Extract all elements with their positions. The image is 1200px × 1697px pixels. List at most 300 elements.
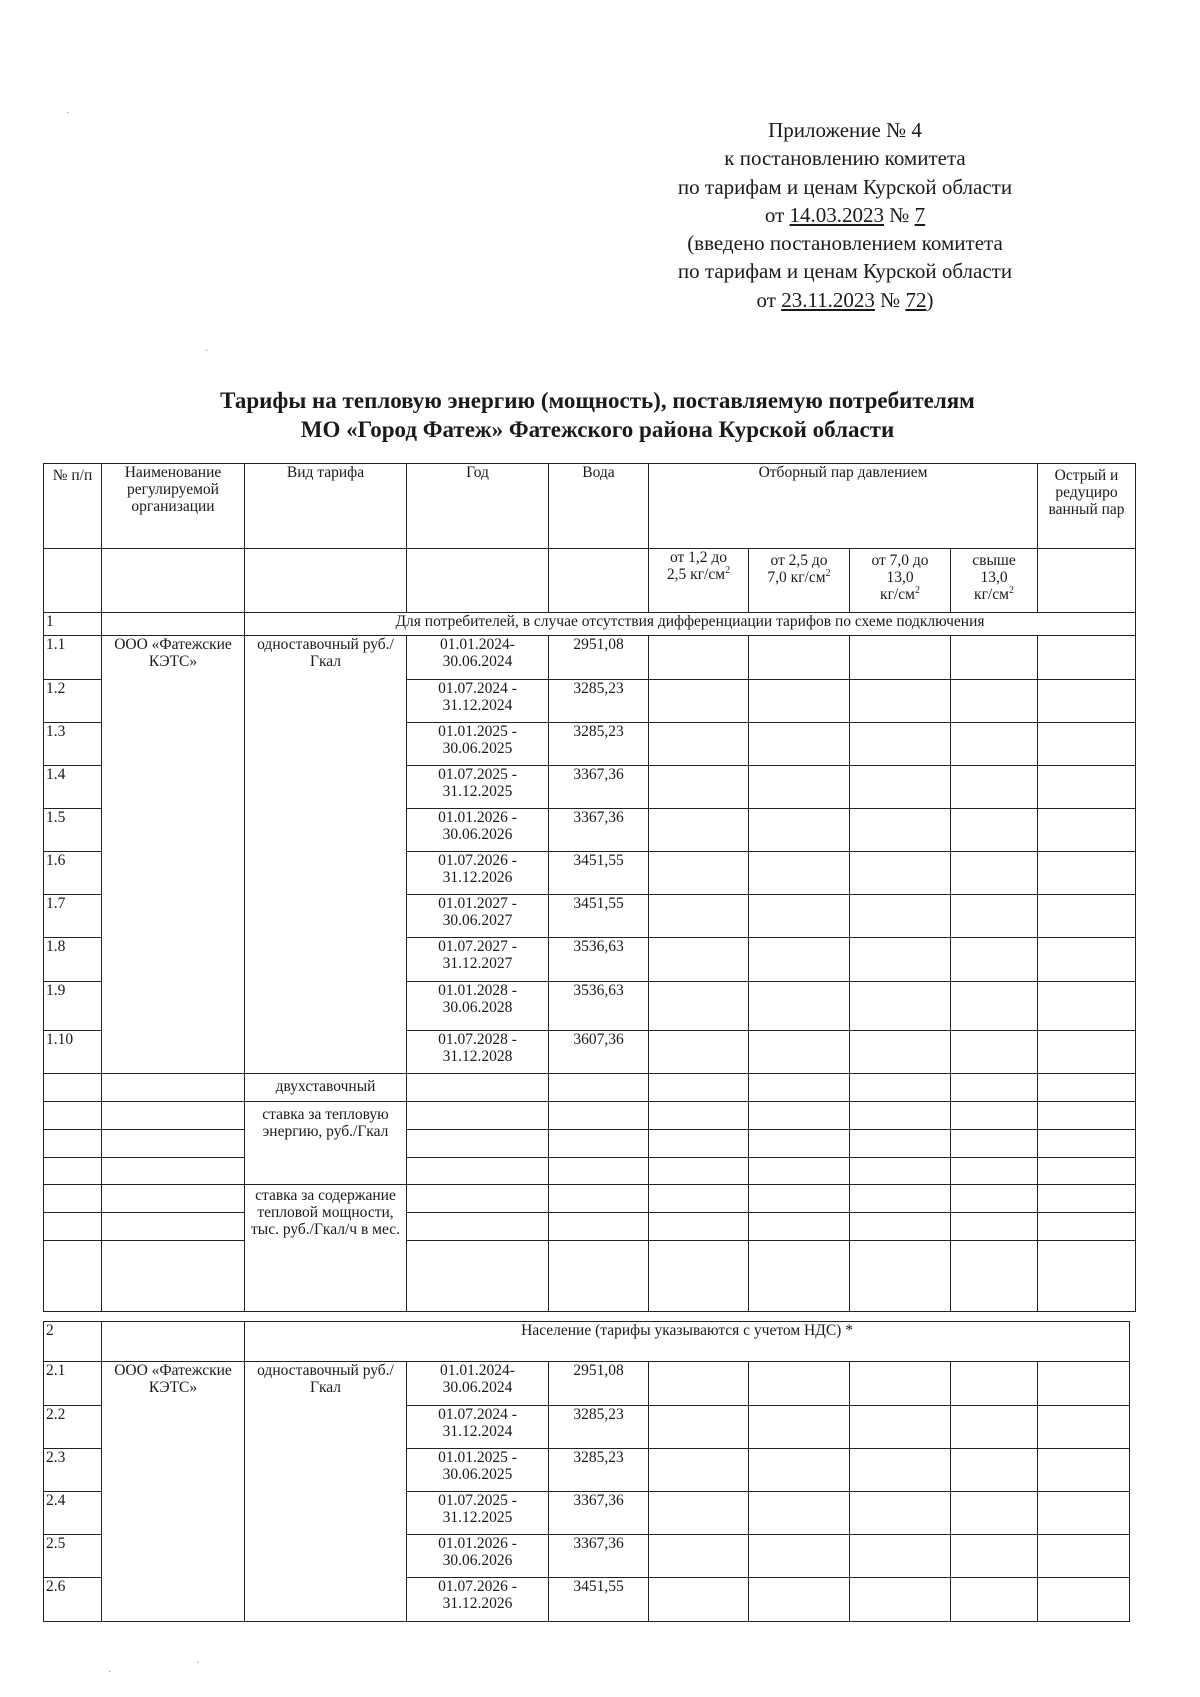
appendix-resolution-date: 14.03.2023: [789, 202, 885, 227]
empty-cell: [649, 938, 749, 982]
empty-cell: [407, 1074, 549, 1102]
water-tariff: 3285,23: [549, 723, 649, 766]
empty-cell: [749, 1213, 850, 1241]
empty-cell: [1038, 1362, 1130, 1406]
row-num: 1.3: [44, 723, 102, 766]
empty-cell: [951, 1241, 1038, 1312]
empty-cell: [649, 1362, 749, 1406]
empty-cell: [1038, 938, 1136, 982]
appendix-line-7: [610, 286, 1080, 314]
tariff-type: одноставочный руб./Гкал: [245, 1362, 407, 1622]
empty-cell: [951, 766, 1038, 809]
subheader-empty: [1038, 549, 1136, 613]
empty-cell: [649, 723, 749, 766]
pressure-above-13-0: [951, 549, 1038, 613]
empty-cell: [1038, 1213, 1136, 1241]
empty-cell: [749, 723, 850, 766]
row-num: 1.5: [44, 809, 102, 852]
appendix-date-prefix: от: [764, 202, 790, 227]
tariff-row: [44, 636, 1136, 680]
superscript-2: 2: [825, 567, 831, 579]
empty-cell: [1038, 895, 1136, 938]
section-2-num: 2: [44, 1322, 102, 1362]
empty-cell: [1038, 1158, 1136, 1185]
empty-cell: [1038, 1535, 1130, 1578]
empty-cell: [549, 1130, 649, 1158]
row-num: 2.4: [44, 1492, 102, 1535]
pressure-7-0-to-13-0: [850, 549, 951, 613]
section-1-label: Для потребителей, в случае отсутствия дифференциации тарифов по схеме подключения: [245, 613, 1136, 636]
empty-cell: [951, 1130, 1038, 1158]
subheader-empty: [549, 549, 649, 613]
row-num: 1.7: [44, 895, 102, 938]
empty-cell: [44, 1130, 102, 1158]
empty-cell: [1038, 1031, 1136, 1074]
period-start: 01.07.2027 -: [438, 938, 517, 955]
period-end: 31.12.2027: [442, 955, 513, 972]
pressure-1-2-to-2-5: [649, 549, 749, 613]
empty-cell: [1038, 852, 1136, 895]
empty-cell: [850, 766, 951, 809]
subheader-empty: [245, 549, 407, 613]
period-end: 31.12.2024: [442, 1423, 513, 1440]
empty-cell: [749, 636, 850, 680]
period: [407, 809, 549, 852]
period: [407, 636, 549, 680]
appendix-resolution-number: 7: [914, 202, 926, 227]
empty-cell: [850, 1406, 951, 1449]
empty-cell: [951, 1213, 1038, 1241]
empty-cell: [1038, 680, 1136, 723]
row-num: 1.8: [44, 938, 102, 982]
period: [407, 1449, 549, 1492]
empty-cell: [1038, 766, 1136, 809]
superscript-2: 2: [1008, 584, 1014, 596]
empty-cell: [1038, 982, 1136, 1031]
empty-cell: [749, 1535, 850, 1578]
empty-cell: [1038, 1449, 1130, 1492]
scan-speck: ·: [108, 1667, 112, 1678]
section-2-empty: [102, 1322, 245, 1362]
row-num: 2.5: [44, 1535, 102, 1578]
empty-cell: [850, 982, 951, 1031]
empty-cell: [407, 1241, 549, 1312]
header-org: Наименование регулируемой организации: [102, 464, 245, 549]
superscript-2: 2: [914, 584, 920, 596]
period-start: 01.01.2025 -: [438, 723, 517, 740]
empty-cell: [749, 1578, 850, 1622]
empty-cell: [1038, 723, 1136, 766]
rate-energy-label: ставка за тепловую энергию, руб./Гкал: [245, 1102, 407, 1185]
empty-cell: [649, 1578, 749, 1622]
empty-cell: [749, 895, 850, 938]
appendix-line-2: к постановлению комитета: [724, 146, 966, 171]
empty-cell: [951, 1185, 1038, 1213]
row-num: 1.2: [44, 680, 102, 723]
empty-cell: [649, 1031, 749, 1074]
empty-cell: [649, 1449, 749, 1492]
water-tariff: 2951,08: [549, 1362, 649, 1406]
period-end: 30.06.2028: [442, 999, 513, 1016]
period-end: 30.06.2024: [442, 653, 513, 670]
empty-cell: [850, 1362, 951, 1406]
empty-cell: [549, 1158, 649, 1185]
empty-cell: [1038, 1185, 1136, 1213]
water-tariff: 3536,63: [549, 938, 649, 982]
empty-cell: [1038, 1406, 1130, 1449]
empty-cell: [44, 1241, 102, 1312]
empty-cell: [407, 1213, 549, 1241]
scan-speck: ·: [205, 346, 209, 357]
period-start: 01.01.2026 -: [438, 1535, 517, 1552]
two-part-row: [44, 1158, 1136, 1185]
period-start: 01.07.2026 -: [438, 1578, 517, 1595]
empty-cell: [749, 1158, 850, 1185]
empty-cell: [749, 1102, 850, 1130]
appendix-header: [610, 116, 1080, 314]
row-num: 1.6: [44, 852, 102, 895]
empty-cell: [649, 1213, 749, 1241]
header-water: Вода: [549, 464, 649, 549]
pressure-4-line-2: 13,0: [980, 569, 1008, 586]
empty-cell: [951, 1074, 1038, 1102]
empty-cell: [749, 852, 850, 895]
row-num: 2.2: [44, 1406, 102, 1449]
org-name: ООО «Фатежские КЭТС»: [102, 636, 245, 1074]
period-start: 01.07.2028 -: [438, 1031, 517, 1048]
row-num: 2.6: [44, 1578, 102, 1622]
document-title: [120, 386, 1075, 444]
two-part-row: [44, 1241, 1136, 1312]
pressure-3-line-2: 13,0: [886, 569, 914, 586]
appendix-line-6: по тарифам и ценам Курской области: [677, 259, 1013, 284]
empty-cell: [649, 680, 749, 723]
empty-cell: [749, 1241, 850, 1312]
empty-cell: [850, 1578, 951, 1622]
header-steam: Отборный пар давлением: [649, 464, 1038, 549]
water-tariff: 2951,08: [549, 636, 649, 680]
two-part-row: [44, 1102, 1136, 1130]
appendix-line-3: по тарифам и ценам Курской области: [677, 174, 1013, 199]
empty-cell: [649, 895, 749, 938]
period: [407, 1535, 549, 1578]
empty-cell: [407, 1185, 549, 1213]
period-start: 01.01.2026 -: [438, 809, 517, 826]
empty-cell: [44, 1158, 102, 1185]
empty-cell: [749, 809, 850, 852]
period-start: 01.07.2025 -: [438, 1492, 517, 1509]
empty-cell: [951, 1362, 1038, 1406]
empty-cell: [1038, 1241, 1136, 1312]
empty-cell: [649, 852, 749, 895]
amend-number-sign: №: [874, 287, 906, 312]
header-row: [44, 464, 1136, 549]
rate-capacity-label: ставка за содержание тепловой мощности, тыс. руб./Гкал/ч в мес.: [245, 1185, 407, 1312]
amend-date-prefix: от: [756, 287, 782, 312]
period: [407, 766, 549, 809]
empty-cell: [649, 1185, 749, 1213]
empty-cell: [850, 1130, 951, 1158]
period-start: 01.01.2024-: [440, 636, 515, 653]
empty-cell: [850, 1492, 951, 1535]
empty-cell: [1038, 1102, 1136, 1130]
pressure-4-line-1: свыше: [972, 552, 1016, 569]
period: [407, 1492, 549, 1535]
period-end: 30.06.2025: [442, 1466, 513, 1483]
water-tariff: 3451,55: [549, 895, 649, 938]
empty-cell: [649, 809, 749, 852]
empty-cell: [749, 1130, 850, 1158]
period-start: 01.07.2025 -: [438, 766, 517, 783]
period: [407, 723, 549, 766]
empty-cell: [102, 1241, 245, 1312]
empty-cell: [850, 895, 951, 938]
appendix-line-1: Приложение № 4: [768, 118, 922, 142]
tariff-table-section-1: [43, 463, 1136, 1312]
empty-cell: [951, 1102, 1038, 1130]
empty-cell: [749, 766, 850, 809]
empty-cell: [951, 1406, 1038, 1449]
row-num: 2.3: [44, 1449, 102, 1492]
empty-cell: [749, 1406, 850, 1449]
header-num: № п/п: [44, 464, 102, 549]
tariff-type: одноставочный руб./Гкал: [245, 636, 407, 1074]
subheader-empty: [44, 549, 102, 613]
empty-cell: [749, 1185, 850, 1213]
empty-cell: [951, 1158, 1038, 1185]
section-1-row: [44, 613, 1136, 636]
period: [407, 680, 549, 723]
empty-cell: [549, 1213, 649, 1241]
amend-resolution-number: 72: [905, 287, 927, 312]
water-tariff: 3451,55: [549, 1578, 649, 1622]
empty-cell: [1038, 1074, 1136, 1102]
empty-cell: [102, 1102, 245, 1130]
pressure-3-line-1: от 7,0 до: [871, 552, 929, 569]
empty-cell: [649, 1241, 749, 1312]
empty-cell: [1038, 1492, 1130, 1535]
two-part-row: [44, 1074, 1136, 1102]
org-name: ООО «Фатежские КЭТС»: [102, 1362, 245, 1622]
period: [407, 1578, 549, 1622]
water-tariff: 3367,36: [549, 809, 649, 852]
empty-cell: [44, 1185, 102, 1213]
water-tariff: 3367,36: [549, 1492, 649, 1535]
empty-cell: [749, 1074, 850, 1102]
empty-cell: [407, 1102, 549, 1130]
empty-cell: [951, 895, 1038, 938]
period: [407, 895, 549, 938]
empty-cell: [951, 852, 1038, 895]
empty-cell: [1038, 1578, 1130, 1622]
section-1-num: 1: [44, 613, 102, 636]
period: [407, 1406, 549, 1449]
row-num: 1.4: [44, 766, 102, 809]
header-sharp-steam: Острый и редуциро ванный пар: [1038, 464, 1136, 549]
pressure-2-line-1: от 2,5 до: [770, 552, 828, 569]
pressure-3-line-3: кг/см: [880, 586, 915, 603]
period-end: 31.12.2026: [442, 1595, 513, 1612]
period-end: 31.12.2025: [442, 783, 513, 800]
empty-cell: [850, 1241, 951, 1312]
superscript-2: 2: [725, 564, 731, 576]
period-end: 30.06.2024: [442, 1379, 513, 1396]
period-start: 01.01.2028 -: [438, 982, 517, 999]
empty-cell: [850, 1449, 951, 1492]
empty-cell: [102, 1130, 245, 1158]
empty-cell: [951, 809, 1038, 852]
empty-cell: [850, 1213, 951, 1241]
empty-cell: [649, 1102, 749, 1130]
period-start: 01.07.2026 -: [438, 852, 517, 869]
two-part-row: [44, 1130, 1136, 1158]
period-start: 01.01.2025 -: [438, 1449, 517, 1466]
empty-cell: [850, 1031, 951, 1074]
empty-cell: [850, 723, 951, 766]
pressure-2-5-to-7-0: [749, 549, 850, 613]
period-end: 30.06.2026: [442, 826, 513, 843]
empty-cell: [649, 1074, 749, 1102]
empty-cell: [749, 982, 850, 1031]
two-part-label: двухставочный: [245, 1074, 407, 1102]
empty-cell: [850, 1185, 951, 1213]
two-part-row: [44, 1213, 1136, 1241]
header-tariff-type: Вид тарифа: [245, 464, 407, 549]
period: [407, 982, 549, 1031]
empty-cell: [649, 1535, 749, 1578]
empty-cell: [749, 1031, 850, 1074]
period-start: 01.07.2024 -: [438, 1406, 517, 1423]
water-tariff: 3451,55: [549, 852, 649, 895]
period-end: 30.06.2026: [442, 1552, 513, 1569]
row-num: 2.1: [44, 1362, 102, 1406]
period: [407, 852, 549, 895]
empty-cell: [951, 680, 1038, 723]
amend-close-paren: ): [926, 287, 934, 312]
subheader-empty: [102, 549, 245, 613]
period-start: 01.01.2024-: [440, 1362, 515, 1379]
empty-cell: [549, 1241, 649, 1312]
empty-cell: [850, 938, 951, 982]
section-2-label: Население (тарифы указываются с учетом НДС) *: [245, 1322, 1130, 1362]
period-end: 30.06.2025: [442, 740, 513, 757]
empty-cell: [951, 1492, 1038, 1535]
period-end: 31.12.2026: [442, 869, 513, 886]
amend-resolution-date: 23.11.2023: [781, 287, 875, 312]
period-end: 30.06.2027: [442, 912, 513, 929]
empty-cell: [951, 1031, 1038, 1074]
empty-cell: [549, 1102, 649, 1130]
section-2-row: [44, 1322, 1130, 1362]
empty-cell: [102, 1185, 245, 1213]
empty-cell: [44, 1102, 102, 1130]
empty-cell: [102, 1213, 245, 1241]
period: [407, 1031, 549, 1074]
empty-cell: [1038, 636, 1136, 680]
empty-cell: [102, 1158, 245, 1185]
period-end: 31.12.2024: [442, 697, 513, 714]
appendix-line-4: [610, 201, 1080, 229]
empty-cell: [749, 680, 850, 723]
appendix-line-5: (введено постановлением комитета: [687, 231, 1003, 256]
pressure-1-line-2: 2,5 кг/см: [666, 566, 726, 583]
water-tariff: 3285,23: [549, 680, 649, 723]
subheader-empty: [407, 549, 549, 613]
row-num: 1.10: [44, 1031, 102, 1074]
empty-cell: [850, 1535, 951, 1578]
water-tariff: 3536,63: [549, 982, 649, 1031]
title-line-1: Тарифы на тепловую энергию (мощность), поставляемую потребителям: [220, 388, 975, 413]
empty-cell: [649, 766, 749, 809]
pressure-1-line-1: от 1,2 до: [669, 549, 728, 566]
period-start: 01.07.2024 -: [438, 680, 517, 697]
empty-cell: [549, 1074, 649, 1102]
title-line-2: МО «Город Фатеж» Фатежского района Курской области: [300, 417, 895, 442]
empty-cell: [102, 1074, 245, 1102]
empty-cell: [649, 982, 749, 1031]
empty-cell: [951, 1578, 1038, 1622]
tariff-row: [44, 1362, 1130, 1406]
empty-cell: [649, 1130, 749, 1158]
period-end: 31.12.2028: [442, 1048, 513, 1065]
empty-cell: [1038, 809, 1136, 852]
empty-cell: [951, 636, 1038, 680]
empty-cell: [850, 1074, 951, 1102]
appendix-number-sign: №: [884, 202, 915, 227]
empty-cell: [649, 1492, 749, 1535]
empty-cell: [951, 723, 1038, 766]
row-num: 1.1: [44, 636, 102, 680]
water-tariff: 3367,36: [549, 1535, 649, 1578]
tariff-table-section-2: [43, 1321, 1130, 1622]
row-num: 1.9: [44, 982, 102, 1031]
empty-cell: [407, 1158, 549, 1185]
empty-cell: [749, 1362, 850, 1406]
subheader-row: [44, 549, 1136, 613]
empty-cell: [850, 809, 951, 852]
empty-cell: [749, 938, 850, 982]
water-tariff: 3285,23: [549, 1406, 649, 1449]
empty-cell: [749, 1492, 850, 1535]
period: [407, 1362, 549, 1406]
scan-speck: ·: [196, 1658, 200, 1669]
empty-cell: [44, 1213, 102, 1241]
period-start: 01.01.2027 -: [438, 895, 517, 912]
water-tariff: 3607,36: [549, 1031, 649, 1074]
empty-cell: [951, 938, 1038, 982]
pressure-2-line-2: 7,0 кг/см: [767, 569, 826, 586]
empty-cell: [649, 1158, 749, 1185]
empty-cell: [407, 1130, 549, 1158]
period: [407, 938, 549, 982]
section-1-empty: [102, 613, 245, 636]
empty-cell: [1038, 1130, 1136, 1158]
water-tariff: 3285,23: [549, 1449, 649, 1492]
empty-cell: [649, 1406, 749, 1449]
empty-cell: [951, 982, 1038, 1031]
water-tariff: 3367,36: [549, 766, 649, 809]
empty-cell: [850, 636, 951, 680]
empty-cell: [850, 852, 951, 895]
two-part-row: [44, 1185, 1136, 1213]
empty-cell: [649, 636, 749, 680]
empty-cell: [850, 680, 951, 723]
empty-cell: [850, 1158, 951, 1185]
header-year: Год: [407, 464, 549, 549]
empty-cell: [549, 1185, 649, 1213]
pressure-4-line-3: кг/см: [974, 586, 1009, 603]
empty-cell: [44, 1074, 102, 1102]
